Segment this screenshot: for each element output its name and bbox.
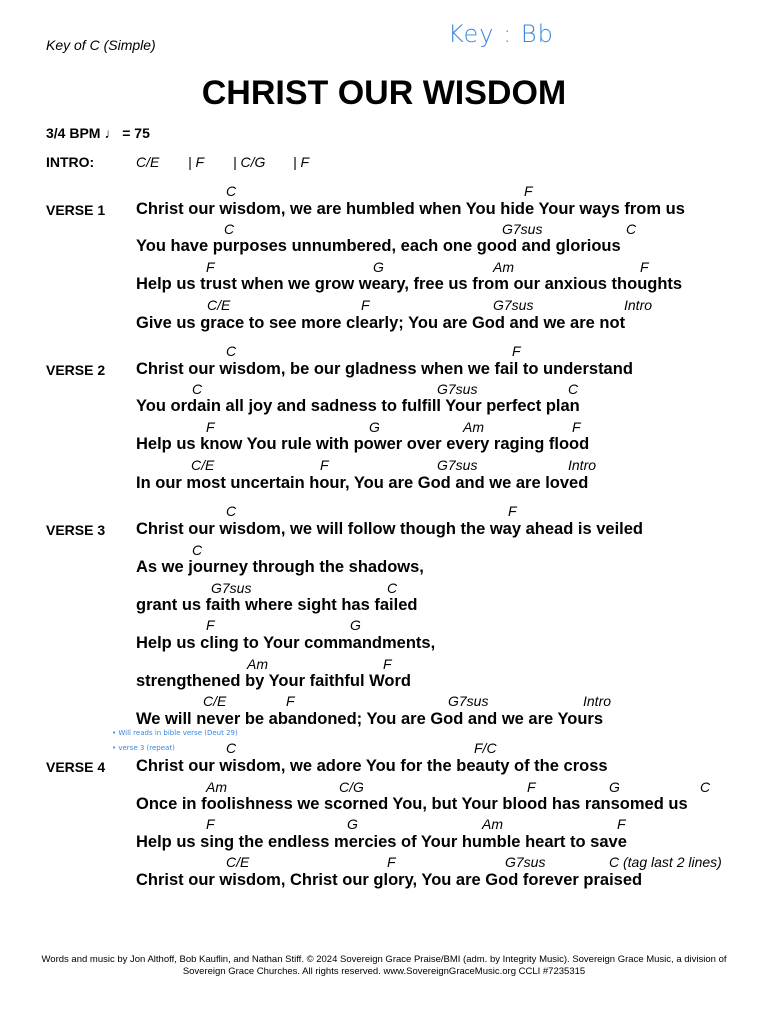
chord: F [572, 419, 581, 435]
chord: G7sus [211, 580, 252, 596]
chord: F [512, 343, 521, 359]
lyric-line: We will never be abandoned; You are God and we are Yours [136, 710, 604, 728]
lyric-line: You have purposes unnumbered, each one good and glorious [136, 237, 621, 255]
chord: G7sus [437, 457, 478, 473]
chord: G [369, 419, 380, 435]
chord: F [286, 693, 295, 709]
lyric-line: Christ our wisdom, Christ our glory, You are God forever praised [136, 871, 643, 889]
handwritten-key-note: Key : Bb [448, 20, 554, 48]
chord: C/E [191, 457, 215, 473]
handwritten-note: • verse 3 (repeat) [112, 744, 175, 752]
chord: Intro [568, 457, 597, 473]
chord: G7sus [437, 381, 478, 397]
lyric-line: Help us know You rule with power over every raging flood [136, 435, 590, 453]
chord: Am [493, 259, 514, 275]
intro-label: INTRO: [46, 154, 95, 170]
lyric-line: As we journey through the shadows, [136, 558, 424, 576]
copyright-footer: Words and music by Jon Althoff, Bob Kauflin, and Nathan Stiff. © 2024 Sovereign Grace Praise/BMI (adm. by Integrity Music). Sovereign Grace Music, a division of Sovereign Grace Churches. All rights reserved. www.SovereignGraceMusic.org CCLI #7235315 [41, 954, 727, 977]
chord: G7sus [493, 297, 534, 313]
lyric-line: Once in foolishness we scorned You, but Your blood has ransomed us [136, 795, 688, 813]
chord: C (tag last 2 lines) [609, 854, 722, 870]
intro-chord: | F [188, 154, 205, 170]
chord: F [387, 854, 396, 870]
lyric-line: grant us faith where sight has failed [136, 596, 418, 614]
chord: C [568, 381, 579, 397]
chord: Am [482, 816, 503, 832]
chord: G7sus [505, 854, 546, 870]
intro-chord: C/E [136, 154, 160, 170]
chord: Intro [624, 297, 653, 313]
lyric-line: In our most uncertain hour, You are God and we are loved [136, 474, 589, 492]
chord: C [224, 221, 235, 237]
lyric-line: Christ our wisdom, we are humbled when You hide Your ways from us [136, 200, 685, 218]
chord: C [192, 542, 203, 558]
lyric-line: Help us sing the endless mercies of Your humble heart to save [136, 833, 627, 851]
chord: G [347, 816, 358, 832]
verse-4-label: VERSE 4 [46, 759, 106, 775]
chord: C [226, 503, 237, 519]
handwritten-note: • Will reads in bible verse (Deut 29) [112, 729, 238, 737]
tempo-marking: 3/4 BPM ♩ = 75 [46, 125, 150, 141]
chord: F [524, 183, 533, 199]
song-title: CHRIST OUR WISDOM [201, 74, 567, 112]
chord: C [387, 580, 398, 596]
chord: F [527, 779, 536, 795]
chord: C [226, 343, 237, 359]
chord: C [226, 183, 237, 199]
lyric-line: Give us grace to see more clearly; You are God and we are not [136, 314, 626, 332]
chord: Am [463, 419, 484, 435]
chord: Intro [583, 693, 612, 709]
lyric-line: Help us cling to Your commandments, [136, 634, 436, 652]
chord: G [373, 259, 384, 275]
lyric-line: Help us trust when we grow weary, free us from our anxious thoughts [136, 275, 683, 293]
lyric-line: You ordain all joy and sadness to fulfill Your perfect plan [136, 397, 580, 415]
chord: G [609, 779, 620, 795]
chord: F [206, 259, 215, 275]
lyric-line: Christ our wisdom, we will follow though the way ahead is veiled [136, 520, 643, 538]
chord: F [206, 816, 215, 832]
chord: F [640, 259, 649, 275]
verse-1-label: VERSE 1 [46, 202, 106, 218]
chord: F [206, 419, 215, 435]
key-label: Key of C (Simple) [46, 37, 156, 53]
lyric-line: Christ our wisdom, be our gladness when we fail to understand [136, 360, 633, 378]
chord: Am [247, 656, 268, 672]
lyric-line: strengthened by Your faithful Word [136, 672, 412, 690]
intro-chord: | C/G [233, 154, 266, 170]
chord: F [320, 457, 329, 473]
chord: G [350, 617, 361, 633]
verse-3-label: VERSE 3 [46, 522, 106, 538]
chord: C/E [226, 854, 250, 870]
chord: F [617, 816, 626, 832]
chord: F [206, 617, 215, 633]
intro-chord: | F [293, 154, 310, 170]
verse-2-label: VERSE 2 [46, 362, 106, 378]
chord: C [626, 221, 637, 237]
chord: C [192, 381, 203, 397]
chord: C/E [207, 297, 231, 313]
chord: C [700, 779, 711, 795]
chord: C/E [203, 693, 227, 709]
chord: G7sus [448, 693, 489, 709]
chord: F [508, 503, 517, 519]
chord: C [226, 740, 237, 756]
chord: Am [206, 779, 227, 795]
lyric-line: Christ our wisdom, we adore You for the beauty of the cross [136, 757, 608, 775]
chord: F [361, 297, 370, 313]
chord: F [383, 656, 392, 672]
chord: F/C [474, 740, 497, 756]
chord: G7sus [502, 221, 543, 237]
chord: C/G [339, 779, 364, 795]
